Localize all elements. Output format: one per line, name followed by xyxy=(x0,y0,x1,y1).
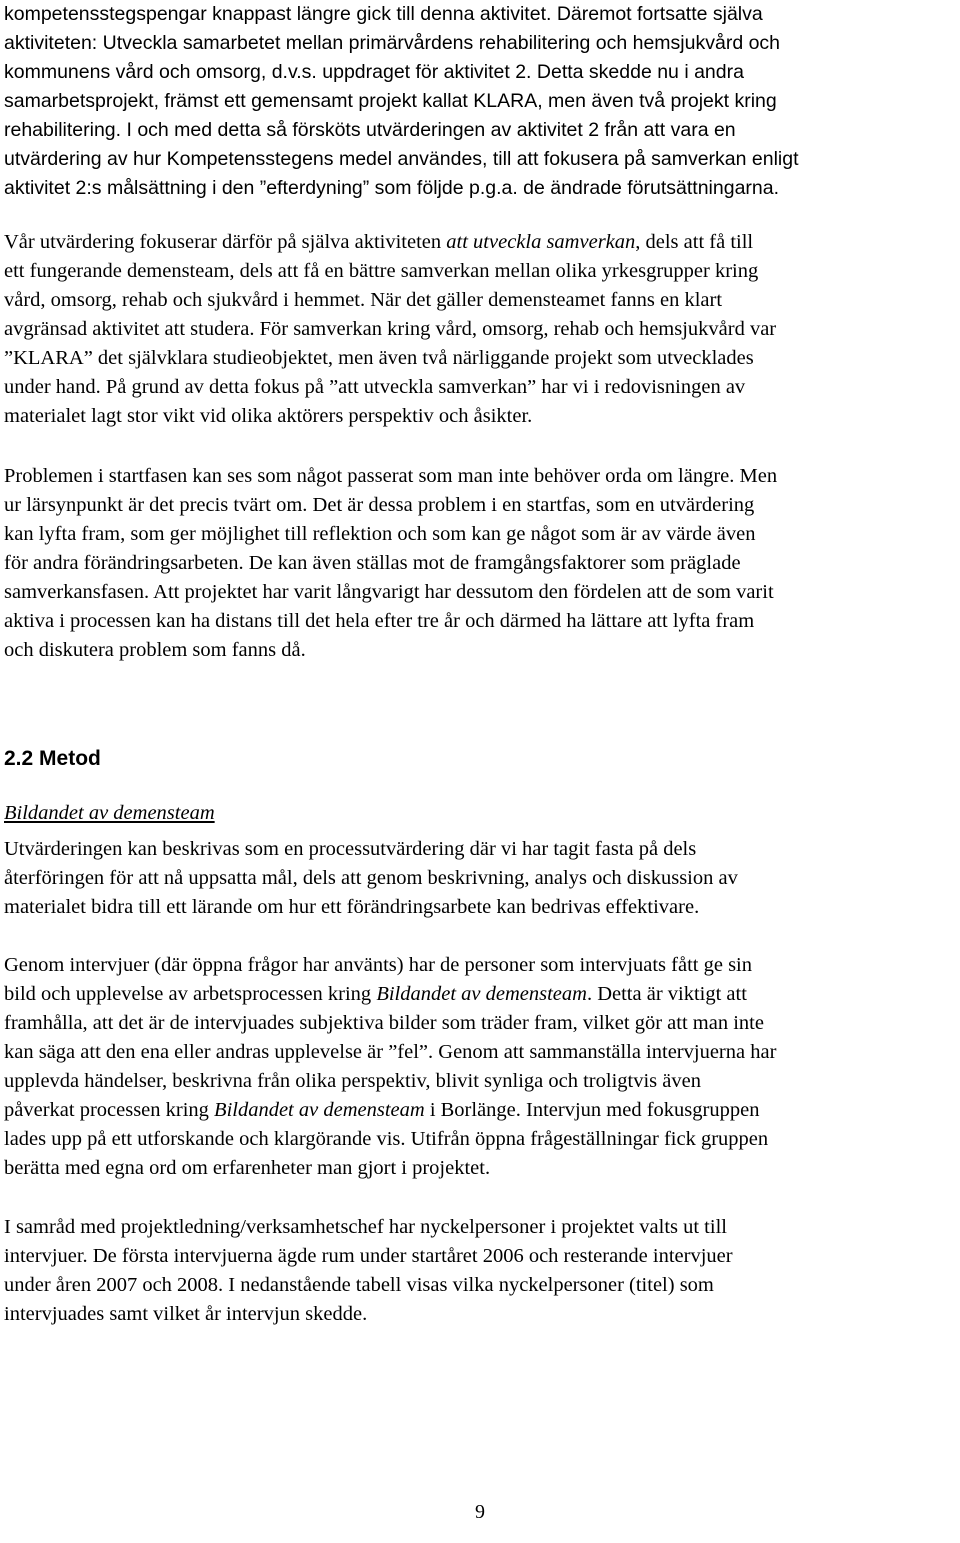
text-run: Problemen i startfasen kan ses som något passerat som man inte behöver orda om längre. Men xyxy=(4,465,778,487)
text-line xyxy=(4,116,952,145)
text-run: avgränsad aktivitet att studera. För samverkan kring vård, omsorg, rehab och hemsjukvård var xyxy=(4,318,777,340)
paragraph-5 xyxy=(4,951,952,1183)
text-line xyxy=(4,549,952,578)
text-run: . Detta är viktigt att xyxy=(586,983,747,1005)
text-run: för andra förändringsarbeten. De kan även ställas mot de framgångsfaktorer som präglade xyxy=(4,552,741,574)
subheading: Bildandet av demensteam xyxy=(4,802,215,824)
text-run: aktivitet 2:s målsättning i den ”efterdyning” som följde p.g.a. de ändrade förutsättningarna. xyxy=(4,177,780,199)
text-line xyxy=(4,145,952,174)
text-line xyxy=(4,87,952,116)
text-line xyxy=(4,344,952,373)
text-run: bild och upplevelse av arbetsprocessen kring xyxy=(4,983,377,1005)
paragraph-1 xyxy=(4,0,952,203)
text-line xyxy=(4,980,952,1009)
text-run: kompetensstegspengar knappast längre gick till denna aktivitet. Däremot fortsatte själva xyxy=(4,3,763,25)
text-line xyxy=(4,520,952,549)
text-line xyxy=(4,1271,952,1300)
text-line xyxy=(4,893,952,922)
text-run: påverkat processen kring xyxy=(4,1099,215,1121)
text-run: aktiva i processen kan ha distans till det hela efter tre år och därmed ha lättare att lyfta fram xyxy=(4,610,755,632)
paragraph-2 xyxy=(4,228,952,431)
text-run: materialet lagt stor vikt vid olika aktörers perspektiv och åsikter. xyxy=(4,405,533,427)
text-line xyxy=(4,1067,952,1096)
text-line xyxy=(4,174,952,203)
text-line xyxy=(4,29,952,58)
text-run: i Borlänge. Intervjun med fokusgruppen xyxy=(424,1099,760,1121)
text-line xyxy=(4,58,952,87)
text-run: , dels att få till xyxy=(635,231,754,253)
text-run: under hand. På grund av detta fokus på ”att utveckla samverkan” har vi i redovisningen av xyxy=(4,376,746,398)
text-line xyxy=(4,1038,952,1067)
text-line xyxy=(4,491,952,520)
emphasis-text: Bildandet av demensteam xyxy=(376,983,587,1005)
text-line xyxy=(4,1096,952,1125)
text-run: kommunens vård och omsorg, d.v.s. uppdraget för aktivitet 2. Detta skedde nu i andra xyxy=(4,61,744,83)
paragraph-4 xyxy=(4,835,952,922)
text-run: lades upp på ett utforskande och klargörande vis. Utifrån öppna frågeställningar fick gruppen xyxy=(4,1128,769,1150)
text-line xyxy=(4,402,952,431)
text-line xyxy=(4,1125,952,1154)
text-line xyxy=(4,1242,952,1271)
text-run: Vår utvärdering fokuserar därför på själva aktiviteten xyxy=(4,231,447,253)
text-line xyxy=(4,462,952,491)
text-run: framhålla, att det är de intervjuades subjektiva bilder som träder fram, vilket gör att man inte xyxy=(4,1012,764,1034)
text-line xyxy=(4,835,952,864)
text-run: intervjuer. De första intervjuerna ägde rum under startåret 2006 och resterande intervjuer xyxy=(4,1245,733,1267)
text-run: kan säga att den ena eller andras upplevelse är ”fel”. Genom att sammanställa intervjuerna har xyxy=(4,1041,777,1063)
text-line xyxy=(4,864,952,893)
text-run: Genom intervjuer (där öppna frågor har använts) har de personer som intervjuats fått ge sin xyxy=(4,954,752,976)
text-run: ett fungerande demensteam, dels att få en bättre samverkan mellan olika yrkesgrupper kring xyxy=(4,260,759,282)
text-line xyxy=(4,1009,952,1038)
text-line xyxy=(4,607,952,636)
paragraph-3 xyxy=(4,462,952,665)
text-run: aktiviteten: Utveckla samarbetet mellan primärvårdens rehabilitering och hemsjukvård och xyxy=(4,32,781,54)
text-run: materialet bidra till ett lärande om hur ett förändringsarbete kan bedrivas effektivare. xyxy=(4,896,700,918)
section-heading: 2.2 Metod xyxy=(4,747,101,770)
text-run: återföringen för att nå uppsatta mål, dels att genom beskrivning, analys och diskussion av xyxy=(4,867,738,889)
text-run: Utvärderingen kan beskrivas som en processutvärdering där vi har tagit fasta på dels xyxy=(4,838,697,860)
text-run: utvärdering av hur Kompetensstegens medel användes, till att fokusera på samverkan enligt xyxy=(4,148,799,170)
text-line xyxy=(4,257,952,286)
text-line xyxy=(4,1213,952,1242)
text-line xyxy=(4,373,952,402)
text-line xyxy=(4,228,952,257)
text-run: ur lärsynpunkt är det precis tvärt om. Det är dessa problem i en startfas, som en utvärdering xyxy=(4,494,755,516)
text-line xyxy=(4,315,952,344)
text-run: berätta med egna ord om erfarenheter man gjort i projektet. xyxy=(4,1157,491,1179)
text-run: ”KLARA” det självklara studieobjektet, men även två närliggande projekt som utvecklades xyxy=(4,347,754,369)
text-line xyxy=(4,1300,952,1329)
text-run: intervjuades samt vilket år intervjun skedde. xyxy=(4,1303,368,1325)
text-run: upplevda händelser, beskrivna från olika perspektiv, blivit synliga och troligtvis även xyxy=(4,1070,701,1092)
text-line xyxy=(4,1154,952,1183)
emphasis-text: att utveckla samverkan xyxy=(446,231,636,253)
text-line xyxy=(4,578,952,607)
text-line xyxy=(4,0,952,29)
text-line xyxy=(4,636,952,665)
paragraph-6 xyxy=(4,1213,952,1329)
text-run: samarbetsprojekt, främst ett gemensamt projekt kallat KLARA, men även två projekt kring xyxy=(4,90,777,112)
text-line xyxy=(4,286,952,315)
text-run: rehabilitering. I och med detta så försköts utvärderingen av aktivitet 2 från att vara en xyxy=(4,119,736,141)
text-run: vård, omsorg, rehab och sjukvård i hemmet. När det gäller demensteamet fanns en klart xyxy=(4,289,723,311)
text-line xyxy=(4,951,952,980)
text-run: kan lyfta fram, som ger möjlighet till reflektion och som kan ge något som är av värde även xyxy=(4,523,756,545)
text-run: och diskutera problem som fanns då. xyxy=(4,639,306,661)
page-number: 9 xyxy=(475,1501,485,1523)
text-run: I samråd med projektledning/verksamhetschef har nyckelpersoner i projektet valts ut till xyxy=(4,1216,727,1238)
text-run: under åren 2007 och 2008. I nedanstående tabell visas vilka nyckelpersoner (titel) som xyxy=(4,1274,714,1296)
text-run: samverkansfasen. Att projektet har varit långvarigt har dessutom den fördelen att de som varit xyxy=(4,581,774,603)
emphasis-text: Bildandet av demensteam xyxy=(214,1099,425,1121)
